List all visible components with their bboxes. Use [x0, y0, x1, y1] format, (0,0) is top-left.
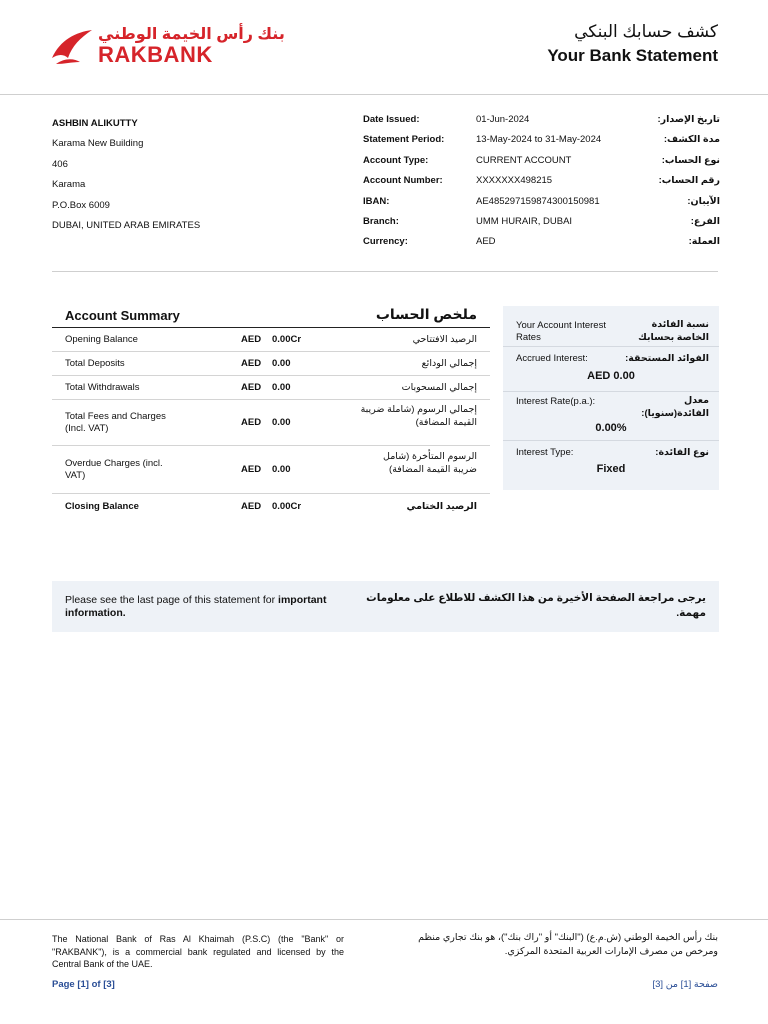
summary-label: Total Withdrawals — [65, 382, 140, 393]
statement-header — [0, 0, 768, 94]
detail-label-ar: مدة الكشف: — [663, 134, 720, 146]
summary-amount: 0.00 — [272, 358, 291, 369]
detail-value: 13-May-2024 to 31-May-2024 — [476, 134, 602, 146]
rakbank-wing-icon — [50, 28, 94, 68]
address-line: P.O.Box 6009 — [52, 199, 110, 211]
summary-label: Overdue Charges (incl. VAT) — [65, 458, 163, 481]
footer-disclaimer: The National Bank of Ras Al Khaimah (P.S.C) (the "Bank" or "RAKBANK"), is a commercial bank regulated and licensed by the Central Bank of the UAE. — [52, 934, 344, 969]
detail-value: AED — [476, 236, 496, 248]
detail-row-statement-period — [363, 134, 720, 154]
accrued-interest-block — [503, 347, 719, 392]
interest-type-label-ar: نوع الفائدة: — [655, 447, 709, 458]
summary-currency: AED — [241, 382, 262, 393]
page-number: Page [1] of [3] — [52, 979, 115, 990]
detail-label-ar: الفرع: — [690, 215, 720, 227]
summary-row-overdue-charges — [52, 446, 490, 494]
interest-type-value: Fixed — [596, 463, 626, 475]
detail-label-ar: نوع الحساب: — [661, 154, 720, 166]
account-summary-header — [52, 306, 490, 328]
interest-rate-value: 0.00% — [595, 422, 627, 434]
notice-text-bold: important information. — [65, 594, 327, 619]
section-divider — [52, 271, 718, 272]
detail-label-ar: الآيبان: — [687, 195, 720, 207]
footer-disclaimer-ar: بنك رأس الخيمة الوطني (ش.م.ع) ("البنك" أو "راك بنك")، هو بنك تجاري منظم ومرخص من مصرف الإمارات العربية المتحدة المركزي. — [418, 932, 718, 957]
accrued-interest-label: Accrued Interest: — [516, 353, 588, 364]
statement-title-ar: كشف حسابك البنكي — [574, 22, 718, 41]
summary-currency: AED — [241, 464, 262, 475]
interest-rate-block — [503, 392, 719, 441]
summary-row-total-fees — [52, 400, 490, 446]
interest-rate-label: Interest Rate(p.a.): — [516, 396, 596, 407]
account-summary-title: Account Summary — [65, 308, 180, 323]
customer-name: ASHBIN ALIKUTTY — [52, 118, 138, 129]
account-summary-table — [52, 306, 490, 518]
summary-currency: AED — [241, 417, 262, 428]
summary-row-total-withdrawals — [52, 376, 490, 400]
detail-row-branch — [363, 216, 720, 236]
detail-label-ar: تاريخ الإصدار: — [657, 114, 720, 125]
interest-panel — [503, 306, 719, 490]
customer-address-block — [52, 114, 200, 236]
summary-label-ar: إجمالي الودائع — [421, 358, 477, 369]
interest-rates-header — [503, 306, 719, 347]
rakbank-logo — [50, 24, 285, 72]
detail-row-account-type — [363, 155, 720, 175]
notice-text-ar: يرجى مراجعة الصفحة الأخيرة من هذا الكشف للاطلاع على معلومات مهمة. — [366, 592, 706, 619]
account-details — [363, 114, 720, 257]
summary-label-ar: الرصيد الافتتاحي — [412, 334, 477, 345]
detail-label-ar: العملة: — [688, 236, 720, 248]
interest-rate-label-ar: معدل الفائدة(سنويا): — [641, 395, 709, 419]
summary-amount: 0.00Cr — [272, 334, 302, 345]
accrued-interest-label-ar: الفوائد المستحقة: — [625, 353, 709, 364]
detail-row-date-issued — [363, 114, 720, 134]
detail-value: CURRENT ACCOUNT — [476, 154, 572, 166]
detail-label: Branch: — [363, 215, 399, 227]
summary-label-ar: الرسوم المتأخرة (شامل ضريبة القيمة المضافة) — [383, 451, 477, 475]
detail-label-ar: رقم الحساب: — [658, 175, 720, 187]
summary-amount: 0.00 — [272, 382, 291, 393]
interest-rates-label-ar: نسبة الفائدة الخاصة بحسابك — [638, 319, 709, 343]
summary-amount: 0.00 — [272, 417, 291, 428]
detail-row-currency — [363, 236, 720, 256]
summary-amount: 0.00Cr — [272, 501, 302, 512]
detail-label: Currency: — [363, 236, 408, 248]
detail-value: AE485297159874300150981 — [476, 195, 600, 207]
summary-currency: AED — [241, 501, 262, 512]
account-summary-title-ar: ملخص الحساب — [375, 306, 477, 322]
detail-row-account-number — [363, 175, 720, 195]
header-divider — [0, 94, 768, 95]
page-number-ar: صفحة [1] من [3] — [652, 979, 718, 990]
summary-label-ar: إجمالي الرسوم (شاملة ضريبة القيمة المضافة) — [360, 404, 477, 428]
accrued-interest-value: AED 0.00 — [587, 370, 635, 382]
summary-currency: AED — [241, 358, 262, 369]
logo-text-ar: بنك رأس الخيمة الوطني — [98, 26, 285, 43]
detail-label: Account Type: — [363, 154, 429, 166]
summary-label-ar: الرصيد الختامي — [406, 501, 477, 512]
notice-text — [65, 594, 355, 620]
footer-divider — [0, 919, 768, 920]
detail-label: Account Number: — [363, 175, 443, 187]
important-info-notice — [52, 581, 719, 632]
summary-label: Opening Balance — [65, 334, 138, 345]
address-line: 406 — [52, 158, 68, 170]
address-line: DUBAI, UNITED ARAB EMIRATES — [52, 220, 201, 232]
detail-label: IBAN: — [363, 195, 390, 207]
summary-currency: AED — [241, 334, 262, 345]
interest-rates-label: Your Account Interest Rates — [516, 320, 606, 343]
summary-label: Total Deposits — [65, 358, 125, 369]
logo-text-en: RAKBANK — [98, 42, 213, 67]
summary-label: Total Fees and Charges (Incl. VAT) — [65, 411, 166, 434]
detail-label: Statement Period: — [363, 134, 445, 146]
detail-value: XXXXXXX498215 — [476, 175, 553, 187]
summary-amount: 0.00 — [272, 464, 291, 475]
statement-title: Your Bank Statement — [547, 46, 718, 65]
detail-value: UMM HURAIR, DUBAI — [476, 215, 573, 227]
summary-row-opening-balance — [52, 328, 490, 352]
interest-type-block — [503, 441, 719, 490]
detail-row-iban — [363, 196, 720, 216]
detail-label: Date Issued: — [363, 114, 420, 125]
summary-label: Closing Balance — [65, 501, 139, 512]
summary-row-closing-balance — [52, 494, 490, 518]
summary-label-ar: إجمالي المسحوبات — [401, 382, 477, 393]
address-line: Karama New Building — [52, 138, 144, 150]
interest-type-label: Interest Type: — [516, 447, 574, 458]
detail-value: 01-Jun-2024 — [476, 114, 530, 125]
notice-text-pre: Please see the last page of this statement for — [65, 594, 279, 606]
address-line: Karama — [52, 179, 86, 191]
summary-row-total-deposits — [52, 352, 490, 376]
